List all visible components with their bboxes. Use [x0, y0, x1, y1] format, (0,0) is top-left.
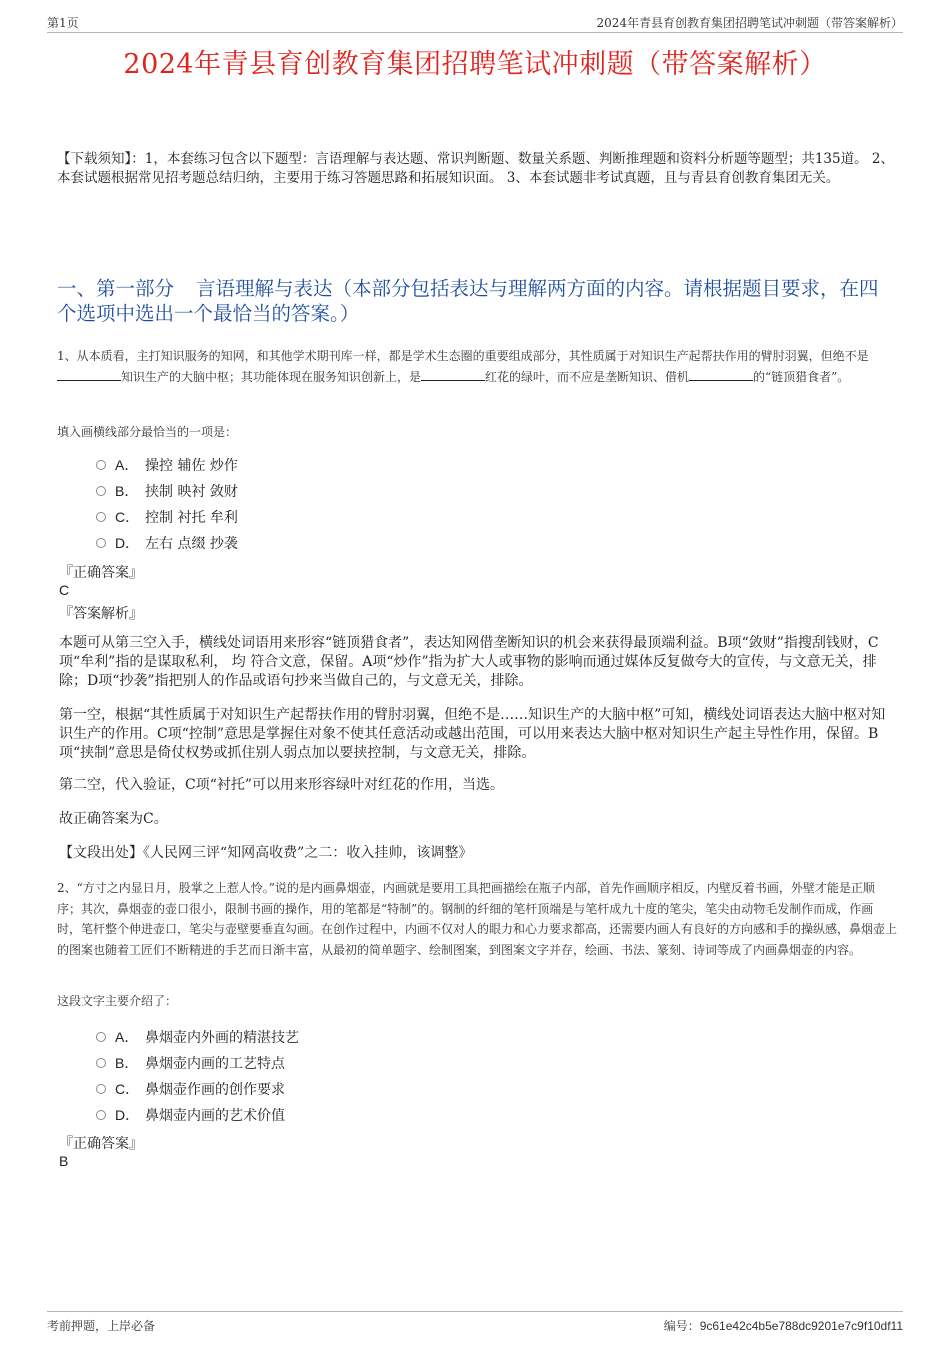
- radio-icon[interactable]: [96, 1084, 106, 1094]
- download-notice: 【下载须知】：1，本套练习包含以下题型：言语理解与表达题、常识判断题、数量关系题、判断推理题和资料分析题等题型；共135道。 2、本套试题根据常见招考题总结归纳，主要用于练习答题思路和拓展知识面。 3、本套试题非考试真题，且与青县育创教育集团无关。: [57, 151, 894, 186]
- analysis-paragraph: 第二空，代入验证，C项“衬托”可以用来形容绿叶对红花的作用，当选。: [59, 777, 505, 793]
- page-header: [47, 14, 903, 33]
- correct-answer: B: [59, 1153, 69, 1169]
- option-c[interactable]: C． 鼻烟壶作画的创作要求: [96, 1076, 299, 1102]
- answer-blank: [689, 368, 753, 381]
- analysis-paragraph: 本题可从第三空入手，横线处词语用来形容“链顶猎食者”，表达知网借垄断知识的机会来获得最顶端利益。B项“敛财”指搜刮钱财，C项“牟利”指的是谋取私利， 均 符合文意，保留。A项“炒作”指为扩大人或事物的影响而通过媒体反复做夸大的宣传，与文意无关，排除；D项“抄袭”指把别人的作品或语句抄来当做自己的，与文意无关，排除。: [59, 635, 879, 689]
- option-a[interactable]: A． 操控 辅佐 炒作: [96, 452, 238, 478]
- question-2-prompt: 这段文字主要介绍了：: [57, 994, 178, 1008]
- question-2-options: [96, 1024, 299, 1128]
- correct-answer-label: 『正确答案』: [59, 565, 143, 581]
- section-description: 言语理解与表达（本部分包括表达与理解两方面的内容。请根据题目要求，在四个选项中选出一个最恰当的答案。）: [57, 277, 879, 325]
- radio-icon[interactable]: [96, 512, 106, 522]
- source-citation: 【文段出处】《人民网三评“知网高收费”之二：收入挂帅，该调整》: [59, 845, 473, 861]
- option-a[interactable]: A． 鼻烟壶内外画的精湛技艺: [96, 1024, 299, 1050]
- answer-blank: [421, 368, 485, 381]
- radio-icon[interactable]: [96, 486, 106, 496]
- question-1-options: [96, 452, 238, 556]
- radio-icon[interactable]: [96, 460, 106, 470]
- document-code: 编号：9c61e42c4b5e788dc9201e7c9f10df11: [663, 1319, 903, 1333]
- question-2-stem: 2、“方寸之内显日月，股掌之上惹人怜。”说的是内画鼻烟壶，内画就是要用工具把画描绘在瓶子内部，首先作画顺序相反，内壁反着书画，外壁才能是正顺序；其次，鼻烟壶的壶口很小，限制书画的操作，用的笔都是“特制”的。钢制的纤细的笔杆顶端是与笔杆成九十度的笔尖，笔尖由动物毛发制作而成，作画时，笔杆整个伸进壶口，笔尖与壶壁要垂直勾画。在创作过程中，内画不仅对人的眼力和心力要求都高，还需要内画人有良好的方向感和手的操纵感，鼻烟壶上的图案也随着工匠们不断精进的手艺而日渐丰富，从最初的简单题字、绘制图案，到图案文字并存，绘画、书法、篆刻、诗词等成了内画鼻烟壶的内容。: [57, 881, 898, 957]
- option-d[interactable]: D． 左右 点缀 抄袭: [96, 530, 238, 556]
- radio-icon[interactable]: [96, 538, 106, 548]
- option-c[interactable]: C． 控制 衬托 牟利: [96, 504, 238, 530]
- section-number: 一、第一部分: [57, 277, 175, 300]
- analysis-label: 『答案解析』: [59, 606, 143, 622]
- option-d[interactable]: D． 鼻烟壶内画的艺术价值: [96, 1102, 299, 1128]
- question-1-stem: 1、从本质看，主打知识服务的知网，和其他学术期刊库一样，都是学术生态圈的重要组成部分，其性质属于对知识生产起帮扶作用的臂肘羽翼，但绝不是知识生产的大脑中枢；其功能体现在服务知识创新上，是 红花的绿叶，而不应是垄断知识、借机 的“链顶猎食者”。: [57, 349, 869, 384]
- correct-answer: C: [59, 582, 70, 598]
- page-number: 第1页: [47, 16, 79, 30]
- option-b[interactable]: B． 鼻烟壶内画的工艺特点: [96, 1050, 299, 1076]
- section-heading: [57, 276, 897, 326]
- page-footer: [47, 1311, 903, 1334]
- footer-slogan: 考前押题，上岸必备: [47, 1319, 156, 1333]
- correct-answer-label: 『正确答案』: [59, 1136, 143, 1152]
- question-1-prompt: 填入画横线部分最恰当的一项是：: [57, 425, 238, 439]
- radio-icon[interactable]: [96, 1110, 106, 1120]
- answer-blank: [57, 368, 121, 381]
- option-b[interactable]: B． 挟制 映衬 敛财: [96, 478, 238, 504]
- analysis-conclusion: 故正确答案为C。: [59, 811, 168, 827]
- header-doc-title: 2024年青县育创教育集团招聘笔试冲刺题（带答案解析）: [596, 16, 903, 30]
- analysis-paragraph: 第一空，根据“其性质属于对知识生产起帮扶作用的臂肘羽翼，但绝不是……知识生产的大脑中枢”可知，横线处词语表达大脑中枢对知识生产的作用。C项“控制”意思是掌握住对象不使其任意活动或越出范围，可以用来表达大脑中枢对知识生产起主导性作用，保留。B项“挟制”意思是倚仗权势或抓住别人弱点加以要挟控制，与文意无关，排除。: [59, 707, 886, 761]
- radio-icon[interactable]: [96, 1032, 106, 1042]
- document-title: 2024年青县育创教育集团招聘笔试冲刺题（带答案解析）: [123, 49, 827, 80]
- radio-icon[interactable]: [96, 1058, 106, 1068]
